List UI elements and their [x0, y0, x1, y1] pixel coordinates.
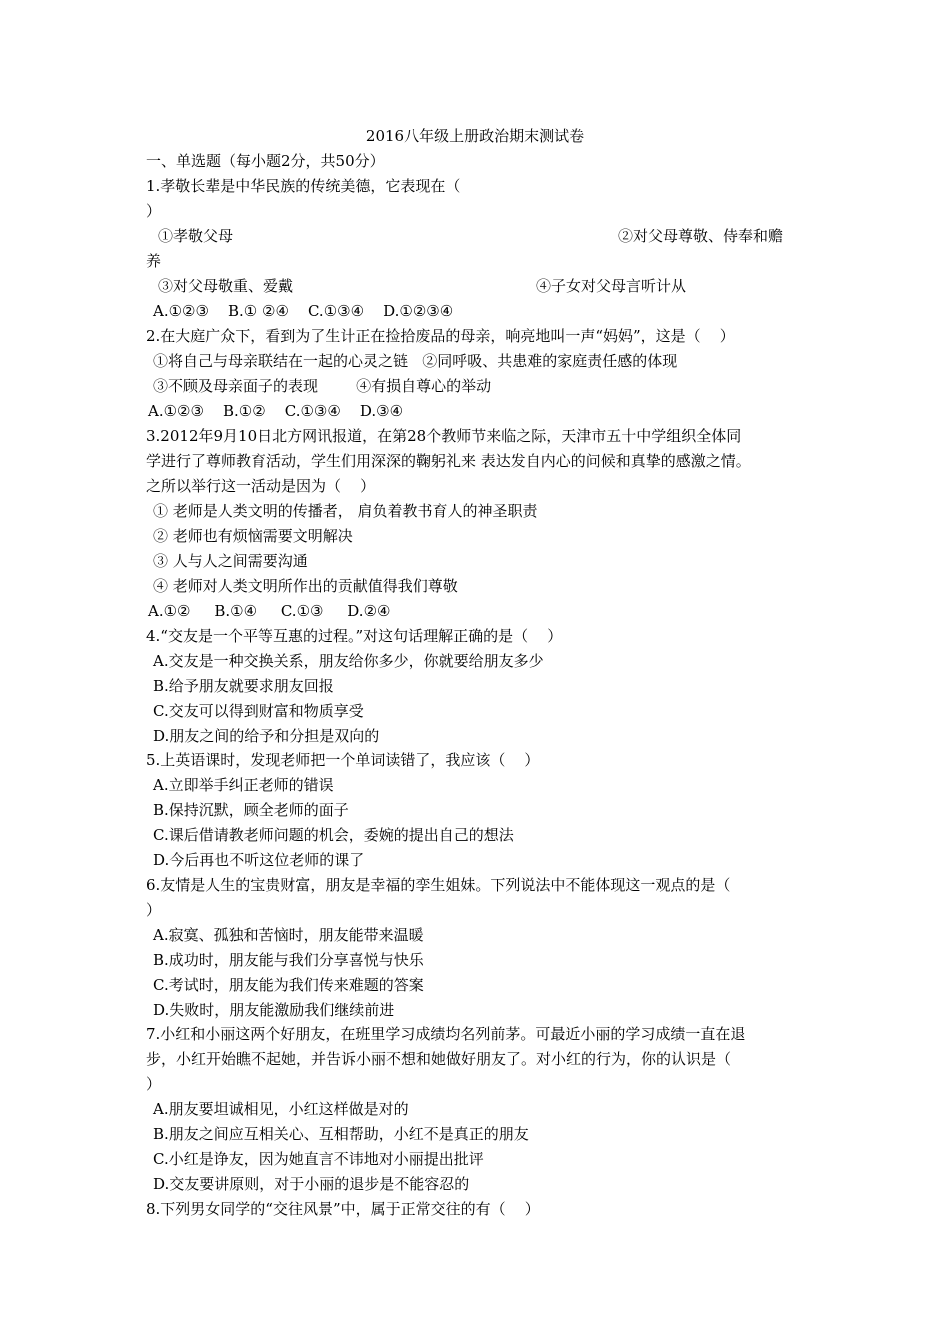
- section-heading: 一、单选题（每小题2分，共50分）: [146, 152, 385, 170]
- q4-option-c: C.交友可以得到财富和物质享受: [153, 702, 364, 720]
- q6-option-c: C.考试时，朋友能为我们传来难题的答案: [153, 976, 424, 994]
- question-7-stem-cont: ）: [146, 1075, 162, 1093]
- question-3-stem-cont: 之所以举行这一活动是因为（ ）: [146, 477, 376, 495]
- q1-statement-2: ②对父母尊敬、侍奉和赡: [618, 227, 784, 245]
- q7-option-d: D.交友要讲原则，对于小丽的退步是不能容忍的: [153, 1175, 470, 1193]
- q5-option-a: A.立即举手纠正老师的错误: [153, 776, 334, 794]
- question-2-stem: 2.在大庭广众下，看到为了生计正在捡拾废品的母亲，响亮地叫一声“妈妈”，这是（ ）: [146, 327, 735, 345]
- q1-statement-1: ①孝敬父母: [158, 227, 234, 245]
- question-6-stem: 6.友情是人生的宝贵财富，朋友是幸福的孪生姐妹。下列说法中不能体现这一观点的是（: [146, 876, 731, 894]
- q6-option-a: A.寂寞、孤独和苦恼时，朋友能带来温暖: [153, 926, 424, 944]
- q7-option-a: A.朋友要坦诚相见，小红这样做是对的: [153, 1100, 409, 1118]
- question-4-stem: 4.“交友是一个平等互惠的过程。”对这句话理解正确的是（ ）: [146, 627, 563, 645]
- question-1-stem-cont: ）: [146, 202, 162, 220]
- page-title: 2016八年级上册政治期末测试卷: [365, 127, 585, 145]
- q3-statement-2: ② 老师也有烦恼需要文明解决: [153, 527, 353, 545]
- q1-statement-4: ④子女对父母言听计从: [536, 277, 687, 295]
- q4-option-a: A.交友是一种交换关系，朋友给你多少，你就要给朋友多少: [153, 652, 544, 670]
- question-7-stem-cont: 步，小红开始瞧不起她，并告诉小丽不想和她做好朋友了。对小红的行为，你的认识是（: [146, 1050, 732, 1068]
- q4-option-b: B.给予朋友就要求朋友回报: [153, 677, 334, 695]
- q7-option-b: B.朋友之间应互相关心、互相帮助，小红不是真正的朋友: [153, 1125, 529, 1143]
- q5-option-c: C.课后借请教老师问题的机会，委婉的提出自己的想法: [153, 826, 514, 844]
- q3-statement-1: ① 老师是人类文明的传播者， 肩负着教书育人的神圣职责: [153, 502, 538, 520]
- question-1-stem: 1.孝敬长辈是中华民族的传统美德，它表现在（: [146, 177, 461, 195]
- question-6-stem-cont: ）: [146, 901, 162, 919]
- q2-statements-1-2: ①将自己与母亲联结在一起的心灵之链 ②同呼吸、共患难的家庭责任感的体现: [153, 352, 678, 370]
- q6-option-b: B.成功时，朋友能与我们分享喜悦与快乐: [153, 951, 424, 969]
- question-3-stem: 3.2012年9月10日北方网讯报道，在第28个教师节来临之际，天津市五十中学组织全体同: [146, 427, 742, 445]
- q6-option-d: D.失败时，朋友能激励我们继续前进: [153, 1001, 395, 1019]
- q2-statements-3-4: ③不顾及母亲面子的表现 ④有损自尊心的举动: [153, 377, 492, 395]
- question-8-stem: 8.下列男女同学的“交往风景”中，属于正常交往的有（ ）: [146, 1200, 540, 1218]
- q1-options: A.①②③ B.① ②④ C.①③④ D.①②③④: [153, 302, 454, 320]
- q5-option-d: D.今后再也不听这位老师的课了: [153, 851, 365, 869]
- question-7-stem: 7.小红和小丽这两个好朋友，在班里学习成绩均名列前茅。可最近小丽的学习成绩一直在退: [146, 1025, 746, 1043]
- question-5-stem: 5.上英语课时，发现老师把一个单词读错了，我应该（ ）: [146, 751, 540, 769]
- q4-option-d: D.朋友之间的给予和分担是双向的: [153, 727, 380, 745]
- question-3-stem-cont: 学进行了尊师教育活动，学生们用深深的鞠躬礼来 表达发自内心的问候和真挚的感激之情。: [146, 452, 751, 470]
- q1-statement-2-cont: 养: [146, 252, 162, 270]
- q7-option-c: C.小红是诤友，因为她直言不讳地对小丽提出批评: [153, 1150, 484, 1168]
- q5-option-b: B.保持沉默，顾全老师的面子: [153, 801, 349, 819]
- q2-options: A.①②③ B.①② C.①③④ D.③④: [148, 402, 404, 420]
- q3-options: A.①② B.①④ C.①③ D.②④: [148, 602, 391, 620]
- q3-statement-3: ③ 人与人之间需要沟通: [153, 552, 308, 570]
- q3-statement-4: ④ 老师对人类文明所作出的贡献值得我们尊敬: [153, 577, 458, 595]
- q1-statement-3: ③对父母敬重、爱戴: [158, 277, 294, 295]
